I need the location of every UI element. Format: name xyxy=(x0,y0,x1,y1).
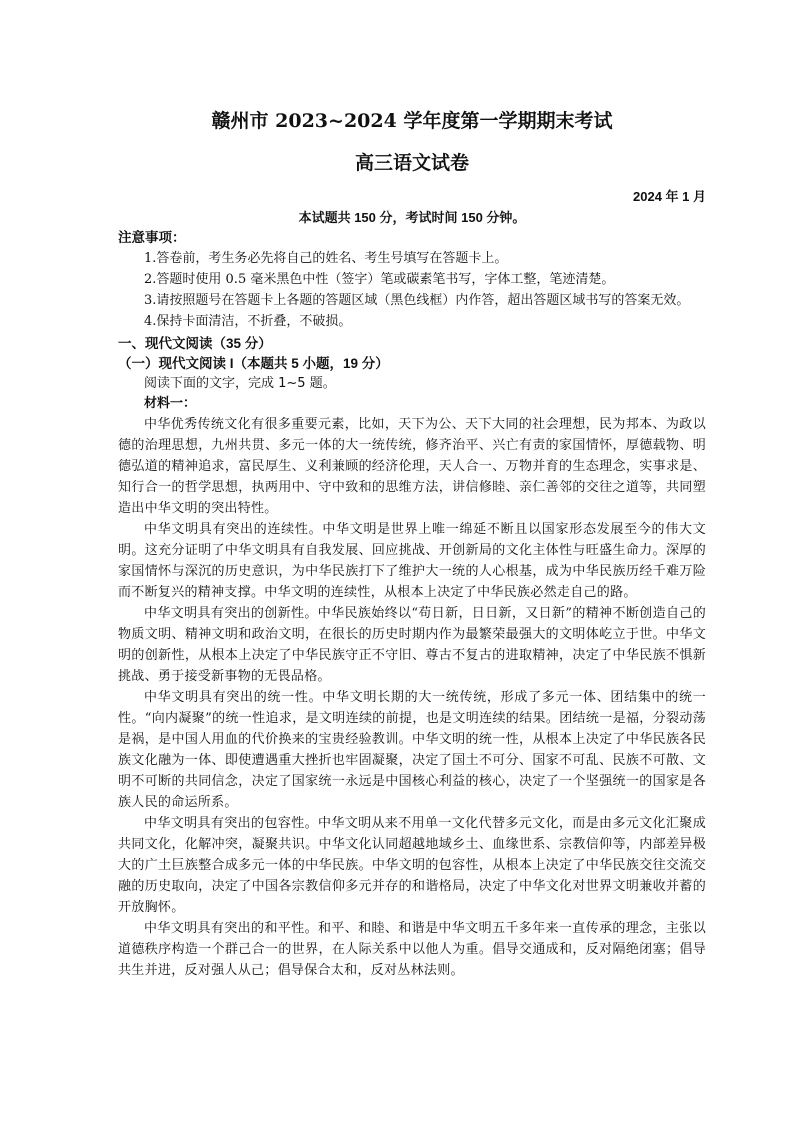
notice-item-3: 3.请按照题号在答题卡上各题的答题区域（黑色线框）内作答，超出答题区域书写的答案无效。 xyxy=(144,293,690,308)
exam-subtitle: 高三语文试卷 xyxy=(354,152,469,174)
exam-info: 本试题共 150 分，考试时间 150 分钟。 xyxy=(298,210,526,225)
paragraph-5: 中华文明具有突出的包容性。中华文明从来不用单一文化代替多元文化，而是由多元文化汇聚成共同文化，化解冲突，凝聚共识。中华文化认同超越地域乡土、血缘世系、宗教信仰等，内部差异极大的广土巨族整合成多元一体的中华民族。中华文明的包容性，从根本上决定了中华民族交往交流交融的历史取向，决定了中国各宗教信仰多元并存的和谐格局，决定了中华文化对世界文明兼收并蓄的开放胸怀。 xyxy=(118,816,706,915)
exam-title: 赣州市 2023~2024 学年度第一学期期末考试 xyxy=(211,110,613,132)
section-heading: 一、现代文阅读（35 分） xyxy=(118,336,272,351)
paragraph-1: 中华优秀传统文化有很多重要元素，比如，天下为公、天下大同的社会理想，民为邦本、为政以德的治理思想，九州共贯、多元一体的大一统传统，修齐治平、兴亡有责的家国情怀，厚德载物、明德弘道的精神追求，富民厚生、义利兼顾的经济伦理，天人合一、万物并育的生态理念，实事求是、知行合一的哲学思想，执两用中、守中致和的思维方法，讲信修睦、亲仁善邻的交往之道等，共同塑造出中华文明的突出特性。 xyxy=(118,417,706,516)
paragraph-6: 中华文明具有突出的和平性。和平、和睦、和谐是中华文明五千多年来一直传承的理念，主张以道德秩序构造一个群己合一的世界，在人际关系中以他人为重。倡导交通成和，反对隔绝闭塞；倡导共生并进，反对强人从己；倡导保合太和，反对丛林法则。 xyxy=(118,921,706,978)
notice-item-4: 4.保持卡面清洁，不折叠，不破损。 xyxy=(144,314,352,329)
subsection-heading: （一）现代文阅读 I（本题共 5 小题，19 分） xyxy=(118,356,389,371)
exam-date: 2024 年 1 月 xyxy=(633,189,706,204)
reading-instruction: 阅读下面的文字，完成 1~5 题。 xyxy=(144,376,336,391)
paragraph-3: 中华文明具有突出的创新性。中华民族始终以“苟日新，日日新，又日新”的精神不断创造自己的物质文明、精神文明和政治文明，在很长的历史时期内作为最繁荣最强大的文明体屹立于世。中华文明的创新性，从根本上决定了中华民族守正不守旧、尊古不复古的进取精神，决定了中华民族不惧新挑战、勇于接受新事物的无畏品格。 xyxy=(118,606,706,684)
notice-item-1: 1.答卷前，考生务必先将自己的姓名、考生号填写在答题卡上。 xyxy=(144,251,508,266)
material-label: 材料一： xyxy=(144,396,197,411)
paragraph-4: 中华文明具有突出的统一性。中华文明长期的大一统传统，形成了多元一体、团结集中的统一性。“向内凝聚”的统一性追求，是文明连续的前提，也是文明连续的结果。团结统一是福，分裂动荡是祸，是中国人用血的代价换来的宝贵经验教训。中华文明的统一性，从根本上决定了中华民族各民族文化融为一体、即使遭遇重大挫折也牢固凝聚，决定了国土不可分、国家不可乱、民族不可散、文明不可断的共同信念，决定了国家统一永远是中国核心利益的核心，决定了一个坚强统一的国家是各族人民的命运所系。 xyxy=(118,690,706,810)
notice-item-2: 2.答题时使用 0.5 毫米黑色中性（签字）笔或碳素笔书写，字体工整，笔迹清楚。 xyxy=(144,272,615,287)
paragraph-2: 中华文明具有突出的连续性。中华文明是世界上唯一绵延不断且以国家形态发展至今的伟大文明。这充分证明了中华文明具有自我发展、回应挑战、开创新局的文化主体性与旺盛生命力。深厚的家国情怀与深沉的历史意识，为中华民族打下了维护大一统的人心根基，成为中华民族历经千难万险而不断复兴的精神支撑。中华文明的连续性，从根本上决定了中华民族必然走自己的路。 xyxy=(118,522,706,600)
notice-heading: 注意事项： xyxy=(118,230,186,245)
